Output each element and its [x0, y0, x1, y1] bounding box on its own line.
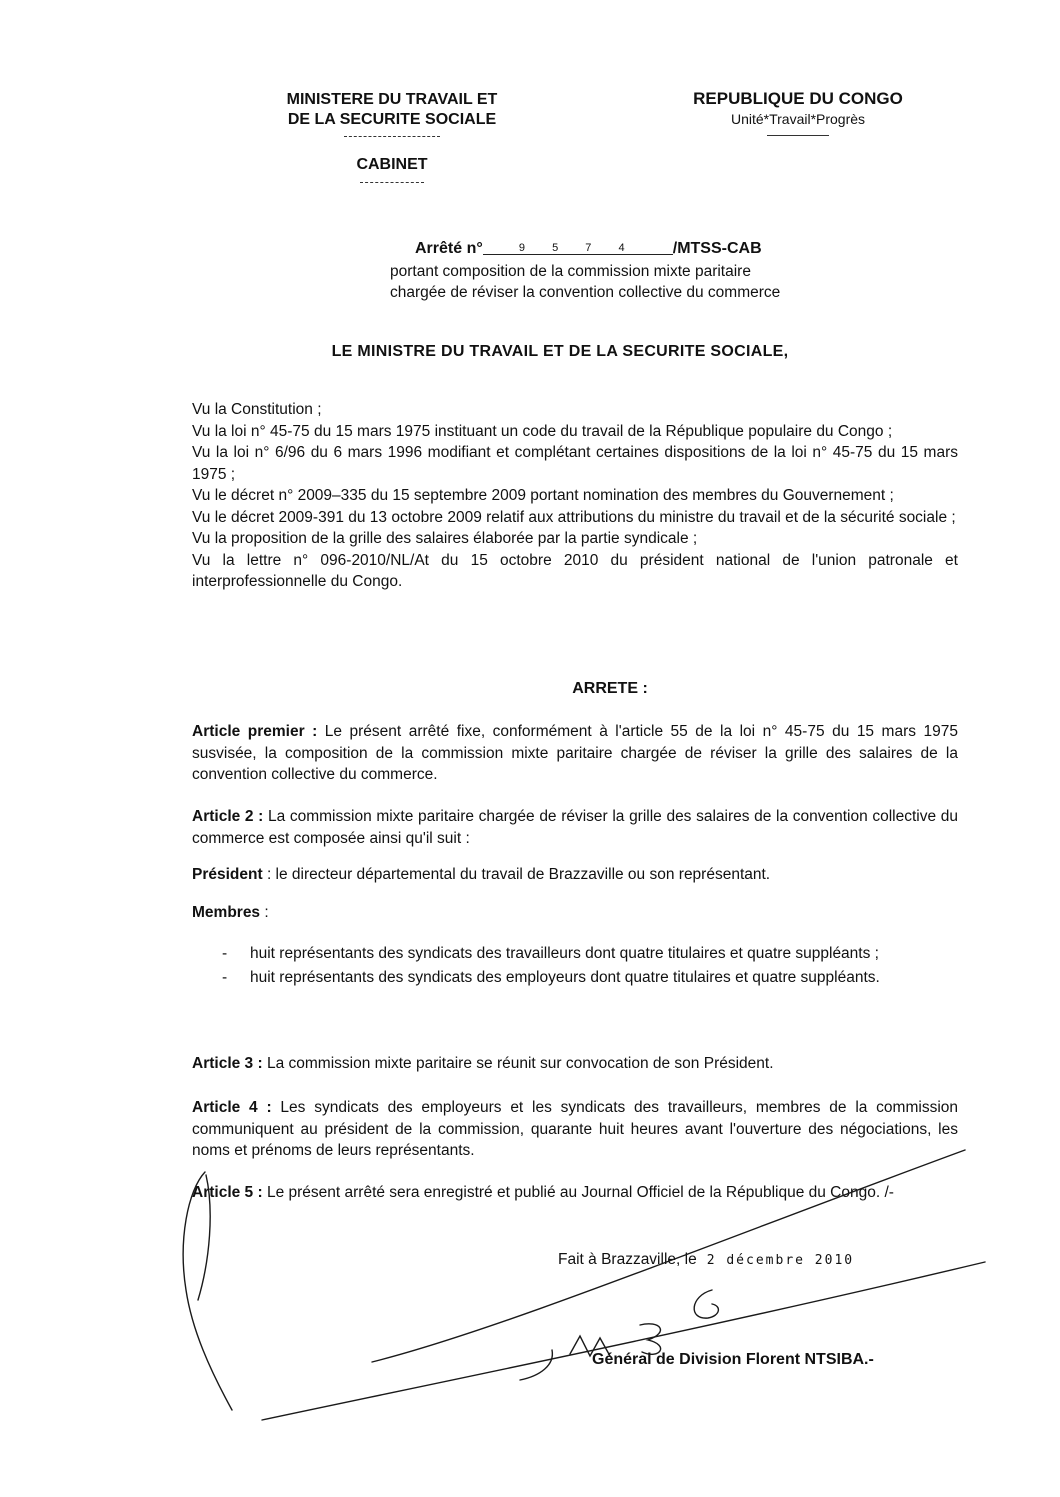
- article-text: Le présent arrêté sera enregistré et publié au Journal Officiel de la République du Congo. /-: [262, 1184, 894, 1201]
- place-date-line: [558, 1251, 854, 1269]
- republic-motto: Unité*Travail*Progrès: [730, 111, 866, 127]
- decree-prefix: Arrêté n°: [415, 240, 483, 257]
- dash-bullet: -: [222, 945, 228, 962]
- dash-bullet: -: [222, 968, 228, 986]
- list-item-text: huit représentants des syndicats des travailleurs dont quatre titulaires et quatre suppléants ;: [250, 945, 879, 962]
- article-text: La commission mixte paritaire se réunit sur convocation de son Président.: [262, 1055, 774, 1072]
- signature-stroke: [694, 1290, 718, 1318]
- visa-item: Vu le décret 2009-391 du 13 octobre 2009 relatif aux attributions du ministre du travail et de la sécurité sociale ;: [192, 508, 956, 526]
- membres-line: [192, 902, 958, 924]
- list-item: [192, 943, 958, 965]
- article-4: [192, 1097, 958, 1162]
- list-item-text: huit représentants des syndicats des employeurs dont quatre titulaires et quatre suppléants.: [250, 968, 880, 986]
- visas-block: [192, 399, 958, 593]
- divider: [344, 136, 440, 137]
- ministry-line-1: MINISTERE DU TRAVAIL ET: [286, 91, 498, 108]
- member-list: [192, 943, 958, 990]
- article-label: Article 2 :: [192, 808, 264, 825]
- article-label: Article 3 :: [192, 1055, 263, 1072]
- decree-subtitle-line-1: portant composition de la commission mixte paritaire: [390, 263, 751, 280]
- visa-item: Vu la Constitution ;: [192, 401, 322, 418]
- decree-subtitle: [390, 261, 780, 303]
- decree-number-line: [415, 240, 762, 258]
- president-label: Président: [192, 866, 263, 883]
- divider: [767, 135, 829, 136]
- article-1: [192, 721, 958, 786]
- decree-subtitle-line-2: chargée de réviser la convention collective du commerce: [390, 284, 781, 301]
- visa-item: Vu la loi n° 6/96 du 6 mars 1996 modifiant et complétant certaines dispositions de la loi n° 45-75 du 15 mars 1975 ;: [192, 444, 958, 483]
- visa-item: Vu la lettre n° 096-2010/NL/At du 15 octobre 2010 du président national de l'union patronale et interprofessionnelle du Congo.: [192, 551, 958, 590]
- visa-item: Vu la proposition de la grille des salaires élaborée par la partie syndicale ;: [192, 530, 698, 547]
- article-3: [192, 1053, 958, 1075]
- signature-stroke: [520, 1350, 552, 1380]
- article-2: [192, 806, 958, 849]
- decree-number: 9 5 7 4: [483, 242, 673, 255]
- republic-header: [676, 88, 920, 136]
- president-line: [192, 864, 958, 886]
- article-text: La commission mixte paritaire chargée de réviser la grille des salaires de la convention collective du commerce est composée ainsi qu'il suit :: [192, 808, 958, 847]
- article-text: Le présent arrêté fixe, conformément à l'article 55 de la loi n° 45-75 du 15 mars 1975 susvisée, la composition de la commission mixte paritaire chargée de réviser la grille des salaires de la convention collective du commerce.: [192, 723, 958, 783]
- minister-heading: LE MINISTRE DU TRAVAIL ET DE LA SECURITE SOCIALE,: [331, 343, 789, 360]
- signatory-name: Général de Division Florent NTSIBA.-: [592, 1351, 874, 1368]
- list-item: [192, 967, 958, 989]
- article-label: Article 4 :: [192, 1099, 272, 1116]
- visa-item: Vu la loi n° 45-75 du 15 mars 1975 instituant un code du travail de la République populaire du Congo ;: [192, 422, 893, 440]
- republic-name: REPUBLIQUE DU CONGO: [693, 89, 903, 108]
- signature-line: [262, 1262, 985, 1420]
- visa-item: Vu le décret n° 2009–335 du 15 septembre 2009 portant nomination des membres du Gouvernement ;: [192, 487, 894, 504]
- article-label: Article premier :: [192, 723, 318, 740]
- paraph-stroke: [183, 1172, 232, 1410]
- article-text: Les syndicats des employeurs et les syndicats des travailleurs, membres de la commission communiquent au président de la commission, quarante huit heures avant l'ouverture des négociations, les noms et prénoms de leurs représentants.: [192, 1099, 958, 1159]
- ministry-line-2: DE LA SECURITE SOCIALE: [287, 111, 497, 128]
- cabinet-header: [262, 156, 522, 183]
- cabinet-label: CABINET: [356, 156, 428, 173]
- membres-text: :: [260, 904, 269, 921]
- decree-suffix: /MTSS-CAB: [672, 240, 762, 257]
- arrete-heading: ARRETE :: [572, 680, 648, 697]
- ministry-header: [262, 90, 522, 137]
- president-text: : le directeur départemental du travail de Brazzaville ou son représentant.: [262, 866, 771, 883]
- date-text: 2 décembre 2010: [706, 1253, 855, 1268]
- place-text: Fait à Brazzaville, le: [558, 1251, 697, 1268]
- article-5: [192, 1182, 958, 1204]
- membres-label: Membres: [192, 904, 261, 921]
- article-label: Article 5 :: [192, 1184, 263, 1201]
- divider: [360, 182, 424, 183]
- signature-stroke: [640, 1324, 661, 1354]
